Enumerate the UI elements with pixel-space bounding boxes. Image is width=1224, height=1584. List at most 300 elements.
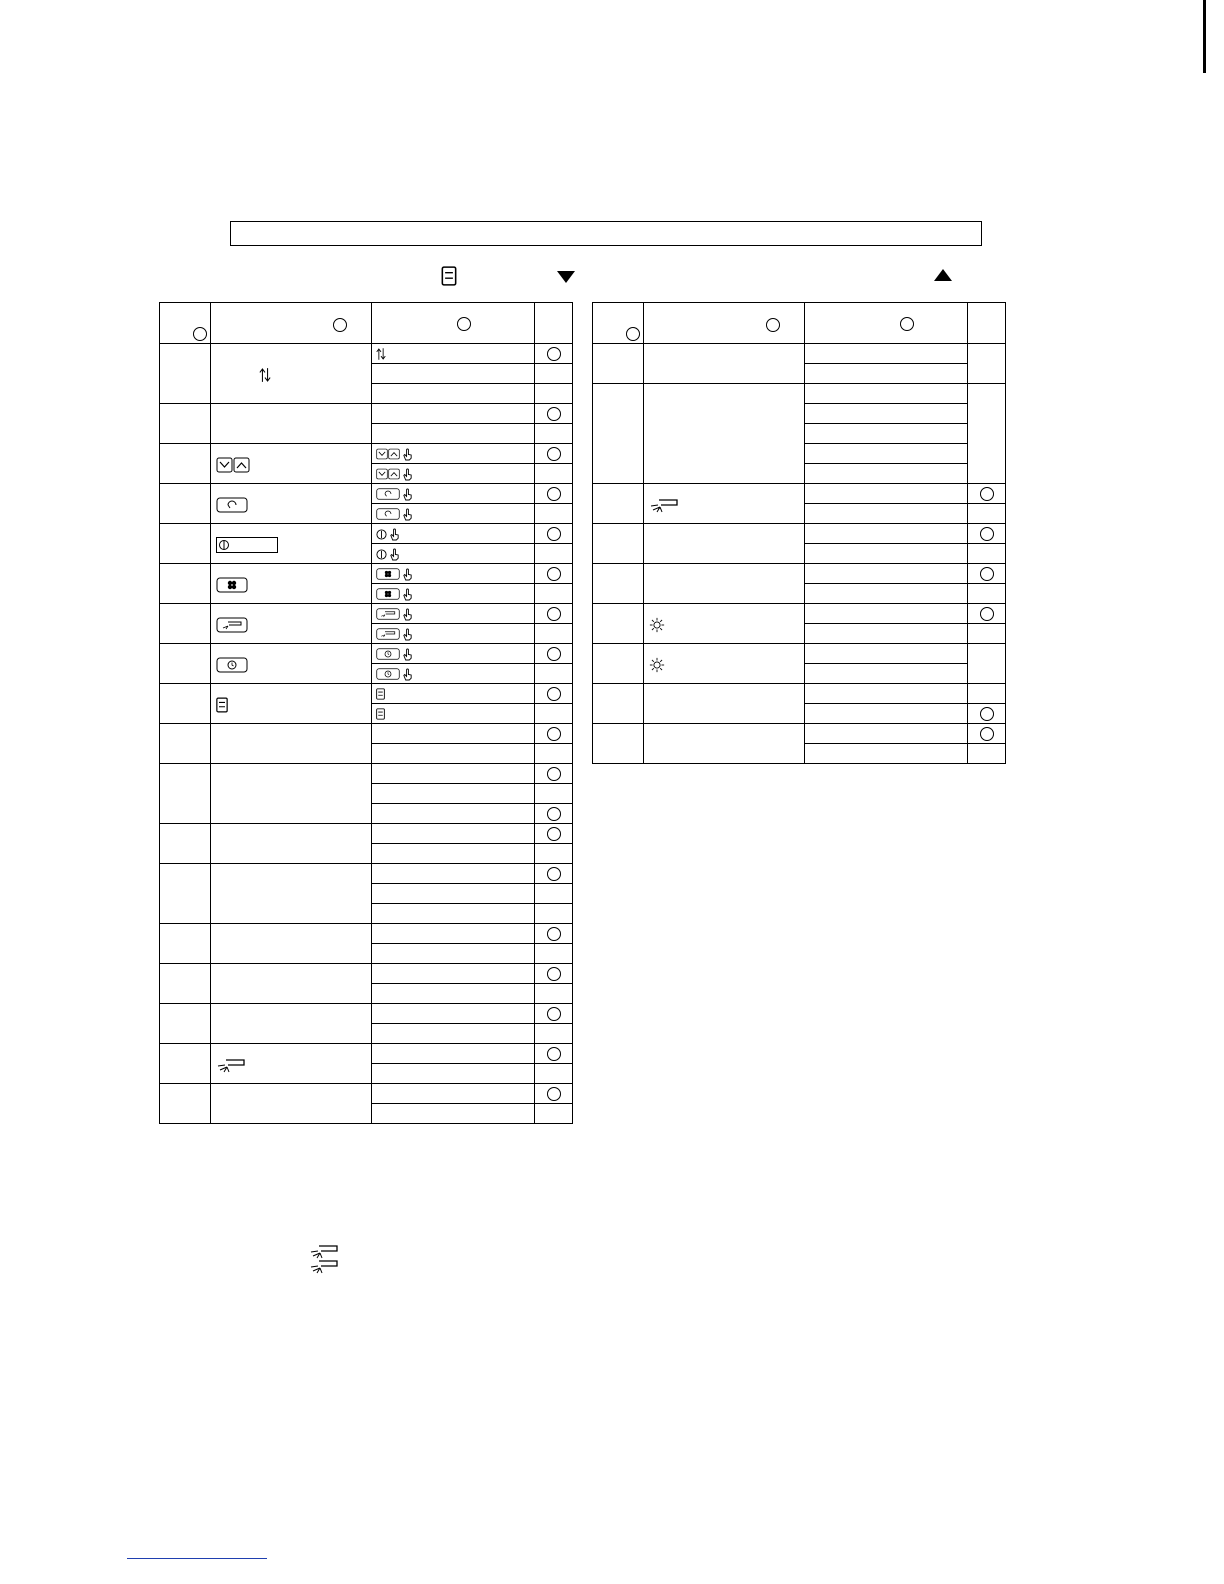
group-number-cell bbox=[160, 524, 211, 564]
group-number-cell bbox=[160, 764, 211, 824]
group-number-cell bbox=[160, 644, 211, 684]
table-row bbox=[593, 344, 1006, 364]
operation-cell bbox=[372, 1084, 535, 1104]
check-circle bbox=[980, 527, 994, 541]
table-row bbox=[160, 444, 573, 464]
group-item-cell bbox=[644, 644, 805, 684]
table-row bbox=[160, 644, 573, 664]
table-row bbox=[593, 684, 1006, 704]
operation-cell bbox=[372, 424, 535, 444]
group-item-cell bbox=[644, 524, 805, 564]
group-item-cell bbox=[644, 724, 805, 764]
timer-button-icon bbox=[376, 648, 400, 660]
check-cell bbox=[535, 564, 573, 584]
triangle-up-icon bbox=[933, 268, 953, 282]
operation-cell bbox=[805, 624, 968, 644]
check-cell bbox=[535, 744, 573, 764]
table-row bbox=[160, 764, 573, 784]
check-circle bbox=[547, 727, 561, 741]
operation-cell bbox=[805, 344, 968, 364]
operation-cell bbox=[805, 364, 968, 384]
operation-cell bbox=[805, 404, 968, 424]
group-number-cell bbox=[160, 1084, 211, 1124]
louver-airflow-icon bbox=[216, 1057, 246, 1073]
triangle-down-icon bbox=[556, 270, 576, 284]
operation-cell bbox=[372, 344, 535, 364]
operation-cell bbox=[372, 1064, 535, 1084]
check-circle bbox=[547, 927, 561, 941]
header-no bbox=[160, 303, 211, 344]
check-cell bbox=[968, 524, 1006, 544]
hand-press-icon bbox=[402, 668, 413, 681]
fan-button-icon bbox=[376, 568, 400, 580]
operation-cell bbox=[805, 744, 968, 764]
operation-cell bbox=[372, 864, 535, 884]
group-item-cell bbox=[644, 484, 805, 524]
operation-icons bbox=[376, 647, 413, 661]
operation-cell bbox=[372, 584, 535, 604]
check-cell bbox=[535, 1084, 573, 1104]
check-circle bbox=[547, 567, 561, 581]
header-item bbox=[211, 303, 372, 344]
check-circle bbox=[547, 867, 561, 881]
circle-marker bbox=[457, 317, 471, 331]
check-cell bbox=[535, 504, 573, 524]
operation-cell bbox=[805, 464, 968, 484]
group-item-cell bbox=[211, 864, 372, 924]
operation-cell bbox=[805, 424, 968, 444]
check-circle bbox=[547, 527, 561, 541]
operation-icons bbox=[376, 687, 385, 701]
check-cell bbox=[535, 1004, 573, 1024]
footer-link-underline[interactable] bbox=[127, 1558, 267, 1559]
operation-icons bbox=[376, 567, 413, 581]
operation-cell bbox=[372, 524, 535, 544]
operation-cell bbox=[372, 404, 535, 424]
check-circle bbox=[547, 1087, 561, 1101]
sun-icon bbox=[649, 617, 665, 633]
hand-press-icon bbox=[402, 588, 413, 601]
group-item-cell bbox=[211, 1004, 372, 1044]
operation-cell bbox=[805, 564, 968, 584]
check-cell bbox=[535, 1044, 573, 1064]
hand-press-icon bbox=[402, 468, 413, 481]
check-cell bbox=[968, 484, 1006, 504]
group-item-cell bbox=[644, 344, 805, 384]
table-row bbox=[160, 684, 573, 704]
swing-arrows-icon bbox=[376, 347, 386, 361]
menu-small-icon bbox=[376, 688, 385, 700]
check-cell bbox=[535, 444, 573, 464]
operation-cell bbox=[805, 444, 968, 464]
group-number-cell bbox=[160, 344, 211, 404]
menu-small-icon bbox=[376, 708, 385, 720]
table-row bbox=[160, 864, 573, 884]
operation-icons bbox=[376, 587, 413, 601]
group-number-cell bbox=[160, 564, 211, 604]
check-circle bbox=[547, 407, 561, 421]
operation-cell bbox=[372, 924, 535, 944]
group-item-cell bbox=[211, 924, 372, 964]
hand-press-icon bbox=[402, 568, 413, 581]
group-item-cell bbox=[211, 1044, 372, 1084]
check-circle bbox=[547, 647, 561, 661]
hand-press-icon bbox=[402, 628, 413, 641]
header-check bbox=[535, 303, 573, 344]
check-cell bbox=[535, 784, 573, 804]
operation-cell bbox=[372, 844, 535, 864]
group-item-cell bbox=[211, 604, 372, 644]
operation-icons bbox=[376, 507, 413, 521]
check-cell bbox=[968, 384, 1006, 484]
operation-cell bbox=[372, 444, 535, 464]
group-item-cell bbox=[211, 524, 372, 564]
check-cell bbox=[535, 464, 573, 484]
check-cell bbox=[535, 884, 573, 904]
operation-cell bbox=[372, 664, 535, 684]
operation-cell bbox=[372, 744, 535, 764]
operation-cell bbox=[805, 584, 968, 604]
circle-marker bbox=[626, 327, 640, 341]
table-row bbox=[160, 924, 573, 944]
operation-cell bbox=[805, 684, 968, 704]
check-cell bbox=[968, 504, 1006, 524]
operation-cell bbox=[372, 384, 535, 404]
check-cell bbox=[535, 824, 573, 844]
check-cell bbox=[968, 644, 1006, 684]
operation-cell bbox=[805, 724, 968, 744]
check-cell bbox=[535, 684, 573, 704]
group-number-cell bbox=[160, 444, 211, 484]
check-cell bbox=[968, 584, 1006, 604]
table-row bbox=[593, 384, 1006, 404]
check-cell bbox=[535, 704, 573, 724]
group-item-cell bbox=[211, 444, 372, 484]
group-item-cell bbox=[644, 684, 805, 724]
operation-cell bbox=[372, 704, 535, 724]
check-circle bbox=[547, 967, 561, 981]
check-circle bbox=[547, 347, 561, 361]
group-number-cell bbox=[593, 684, 644, 724]
check-cell bbox=[535, 484, 573, 504]
check-cell bbox=[535, 404, 573, 424]
check-circle bbox=[547, 1007, 561, 1021]
check-cell bbox=[968, 744, 1006, 764]
operation-icons bbox=[376, 667, 413, 681]
table-row bbox=[160, 524, 573, 544]
header-item bbox=[644, 303, 805, 344]
check-cell bbox=[535, 1024, 573, 1044]
operation-cell bbox=[805, 384, 968, 404]
group-item-cell bbox=[211, 644, 372, 684]
louver-button-icon bbox=[376, 628, 400, 640]
louver-airflow-icon bbox=[309, 1258, 339, 1274]
table-row bbox=[160, 404, 573, 424]
check-cell bbox=[535, 1104, 573, 1124]
group-item-cell bbox=[211, 764, 372, 824]
operation-cell bbox=[372, 784, 535, 804]
power-button-icon bbox=[216, 537, 278, 553]
group-number-cell bbox=[593, 344, 644, 384]
operation-cell bbox=[372, 1104, 535, 1124]
table-row bbox=[160, 484, 573, 504]
left-check-table bbox=[159, 302, 573, 1124]
operation-cell bbox=[372, 504, 535, 524]
operation-cell bbox=[372, 564, 535, 584]
group-number-cell bbox=[593, 604, 644, 644]
group-number-cell bbox=[593, 564, 644, 604]
check-cell bbox=[968, 604, 1006, 624]
check-cell bbox=[535, 924, 573, 944]
table-row bbox=[160, 1004, 573, 1024]
check-circle bbox=[547, 767, 561, 781]
group-item-cell bbox=[211, 404, 372, 444]
group-item-cell bbox=[644, 384, 805, 484]
header-operation bbox=[805, 303, 968, 344]
power-icon bbox=[376, 549, 387, 560]
group-number-cell bbox=[160, 484, 211, 524]
check-cell bbox=[535, 424, 573, 444]
check-cell bbox=[535, 984, 573, 1004]
check-cell bbox=[535, 844, 573, 864]
group-number-cell bbox=[160, 864, 211, 924]
check-cell bbox=[535, 664, 573, 684]
menu-icon bbox=[441, 266, 457, 286]
check-cell bbox=[535, 1064, 573, 1084]
table-row bbox=[593, 604, 1006, 624]
mode-button-icon bbox=[216, 497, 248, 513]
group-number-cell bbox=[160, 1004, 211, 1044]
operation-icons bbox=[376, 467, 413, 481]
fan-button-icon bbox=[216, 577, 248, 593]
check-cell bbox=[535, 384, 573, 404]
group-item-cell bbox=[644, 604, 805, 644]
header-no bbox=[593, 303, 644, 344]
operation-cell bbox=[372, 624, 535, 644]
group-item-cell bbox=[644, 564, 805, 604]
group-number-cell bbox=[593, 524, 644, 564]
operation-icons bbox=[376, 447, 413, 461]
check-cell bbox=[535, 344, 573, 364]
group-number-cell bbox=[593, 484, 644, 524]
check-cell bbox=[535, 604, 573, 624]
table-row bbox=[160, 564, 573, 584]
hand-press-icon bbox=[389, 528, 400, 541]
operation-cell bbox=[372, 364, 535, 384]
check-cell bbox=[535, 584, 573, 604]
table-header-row bbox=[593, 303, 1006, 344]
operation-cell bbox=[805, 704, 968, 724]
check-cell bbox=[535, 524, 573, 544]
circle-marker bbox=[900, 317, 914, 331]
check-cell bbox=[535, 944, 573, 964]
operation-cell bbox=[372, 904, 535, 924]
table-row bbox=[160, 824, 573, 844]
operation-cell bbox=[805, 644, 968, 664]
hand-press-icon bbox=[402, 508, 413, 521]
check-circle bbox=[547, 487, 561, 501]
fan-button-icon bbox=[376, 588, 400, 600]
operation-cell bbox=[372, 824, 535, 844]
group-number-cell bbox=[160, 604, 211, 644]
operation-icons bbox=[376, 487, 413, 501]
circle-marker bbox=[766, 318, 780, 332]
check-cell bbox=[535, 624, 573, 644]
operation-cell bbox=[372, 884, 535, 904]
check-circle bbox=[547, 447, 561, 461]
louver-button-icon bbox=[376, 608, 400, 620]
operation-cell bbox=[372, 764, 535, 784]
table-row bbox=[160, 964, 573, 984]
group-item-cell bbox=[211, 964, 372, 1004]
group-item-cell bbox=[211, 724, 372, 764]
check-circle bbox=[980, 707, 994, 721]
hand-press-icon bbox=[389, 548, 400, 561]
check-circle bbox=[980, 727, 994, 741]
operation-icons bbox=[376, 527, 400, 541]
check-cell bbox=[968, 624, 1006, 644]
title-banner bbox=[230, 221, 982, 246]
group-number-cell bbox=[593, 384, 644, 484]
table-row bbox=[160, 724, 573, 744]
check-cell bbox=[535, 364, 573, 384]
table-row bbox=[593, 644, 1006, 664]
check-cell bbox=[968, 544, 1006, 564]
check-circle bbox=[547, 827, 561, 841]
operation-cell bbox=[372, 804, 535, 824]
check-cell bbox=[535, 904, 573, 924]
check-circle bbox=[980, 567, 994, 581]
louver-airflow-icon bbox=[309, 1243, 339, 1259]
operation-icons bbox=[376, 547, 400, 561]
check-cell bbox=[535, 804, 573, 824]
operation-cell bbox=[372, 684, 535, 704]
circle-marker bbox=[333, 318, 347, 332]
menu-icon bbox=[216, 697, 228, 713]
table-row bbox=[593, 564, 1006, 584]
group-item-cell bbox=[211, 564, 372, 604]
operation-icons bbox=[376, 627, 413, 641]
table-row bbox=[160, 344, 573, 364]
timer-button-icon bbox=[376, 668, 400, 680]
table-row bbox=[160, 604, 573, 624]
table-row bbox=[593, 484, 1006, 504]
hand-press-icon bbox=[402, 648, 413, 661]
check-cell bbox=[968, 564, 1006, 584]
check-cell bbox=[968, 704, 1006, 724]
check-circle bbox=[547, 607, 561, 621]
circle-marker bbox=[193, 327, 207, 341]
check-circle bbox=[980, 487, 994, 501]
hand-press-icon bbox=[402, 448, 413, 461]
check-cell bbox=[968, 724, 1006, 744]
operation-cell bbox=[805, 664, 968, 684]
check-cell bbox=[535, 544, 573, 564]
table-row bbox=[593, 724, 1006, 744]
check-cell bbox=[968, 684, 1006, 704]
operation-cell bbox=[372, 984, 535, 1004]
operation-icons bbox=[376, 347, 386, 361]
table-header-row bbox=[160, 303, 573, 344]
group-number-cell bbox=[160, 404, 211, 444]
operation-cell bbox=[372, 1004, 535, 1024]
operation-cell bbox=[805, 604, 968, 624]
group-number-cell bbox=[160, 684, 211, 724]
operation-cell bbox=[372, 604, 535, 624]
operation-cell bbox=[805, 504, 968, 524]
group-item-cell bbox=[211, 484, 372, 524]
check-cell bbox=[535, 864, 573, 884]
operation-cell bbox=[805, 484, 968, 504]
operation-cell bbox=[372, 964, 535, 984]
operation-icons bbox=[376, 707, 385, 721]
group-number-cell bbox=[593, 644, 644, 684]
check-circle bbox=[547, 807, 561, 821]
check-cell bbox=[535, 764, 573, 784]
mode-button-icon bbox=[376, 508, 400, 520]
group-item-cell bbox=[211, 684, 372, 724]
temperature-keys-icon bbox=[216, 457, 250, 473]
group-number-cell bbox=[160, 724, 211, 764]
louver-airflow-icon bbox=[649, 497, 679, 513]
louver-button-icon bbox=[216, 617, 248, 633]
operation-cell bbox=[372, 944, 535, 964]
swing-arrows-icon bbox=[259, 367, 271, 383]
check-cell bbox=[968, 344, 1006, 384]
check-cell bbox=[535, 964, 573, 984]
group-number-cell bbox=[160, 1044, 211, 1084]
temperature-keys-icon bbox=[376, 468, 400, 480]
check-circle bbox=[980, 607, 994, 621]
header-operation bbox=[372, 303, 535, 344]
page-edge-bar bbox=[1203, 0, 1206, 73]
power-icon bbox=[376, 529, 387, 540]
hand-press-icon bbox=[402, 488, 413, 501]
operation-cell bbox=[805, 544, 968, 564]
operation-cell bbox=[805, 524, 968, 544]
check-circle bbox=[547, 1047, 561, 1061]
check-circle bbox=[547, 687, 561, 701]
group-number-cell bbox=[160, 964, 211, 1004]
operation-cell bbox=[372, 724, 535, 744]
sun-icon bbox=[649, 657, 665, 673]
hand-press-icon bbox=[402, 608, 413, 621]
operation-cell bbox=[372, 484, 535, 504]
right-check-table bbox=[592, 302, 1006, 764]
group-item-cell bbox=[211, 824, 372, 864]
header-check bbox=[968, 303, 1006, 344]
table-row bbox=[593, 524, 1006, 544]
group-item-cell bbox=[211, 1084, 372, 1124]
operation-cell bbox=[372, 544, 535, 564]
mode-button-icon bbox=[376, 488, 400, 500]
operation-cell bbox=[372, 1024, 535, 1044]
check-cell bbox=[535, 724, 573, 744]
group-number-cell bbox=[160, 924, 211, 964]
operation-cell bbox=[372, 644, 535, 664]
operation-icons bbox=[376, 607, 413, 621]
timer-button-icon bbox=[216, 657, 248, 673]
table-row bbox=[160, 1084, 573, 1104]
group-item-cell bbox=[211, 344, 372, 404]
group-number-cell bbox=[160, 824, 211, 864]
table-row bbox=[160, 1044, 573, 1064]
check-cell bbox=[535, 644, 573, 664]
group-number-cell bbox=[593, 724, 644, 764]
operation-cell bbox=[372, 1044, 535, 1064]
operation-cell bbox=[372, 464, 535, 484]
temperature-keys-icon bbox=[376, 448, 400, 460]
